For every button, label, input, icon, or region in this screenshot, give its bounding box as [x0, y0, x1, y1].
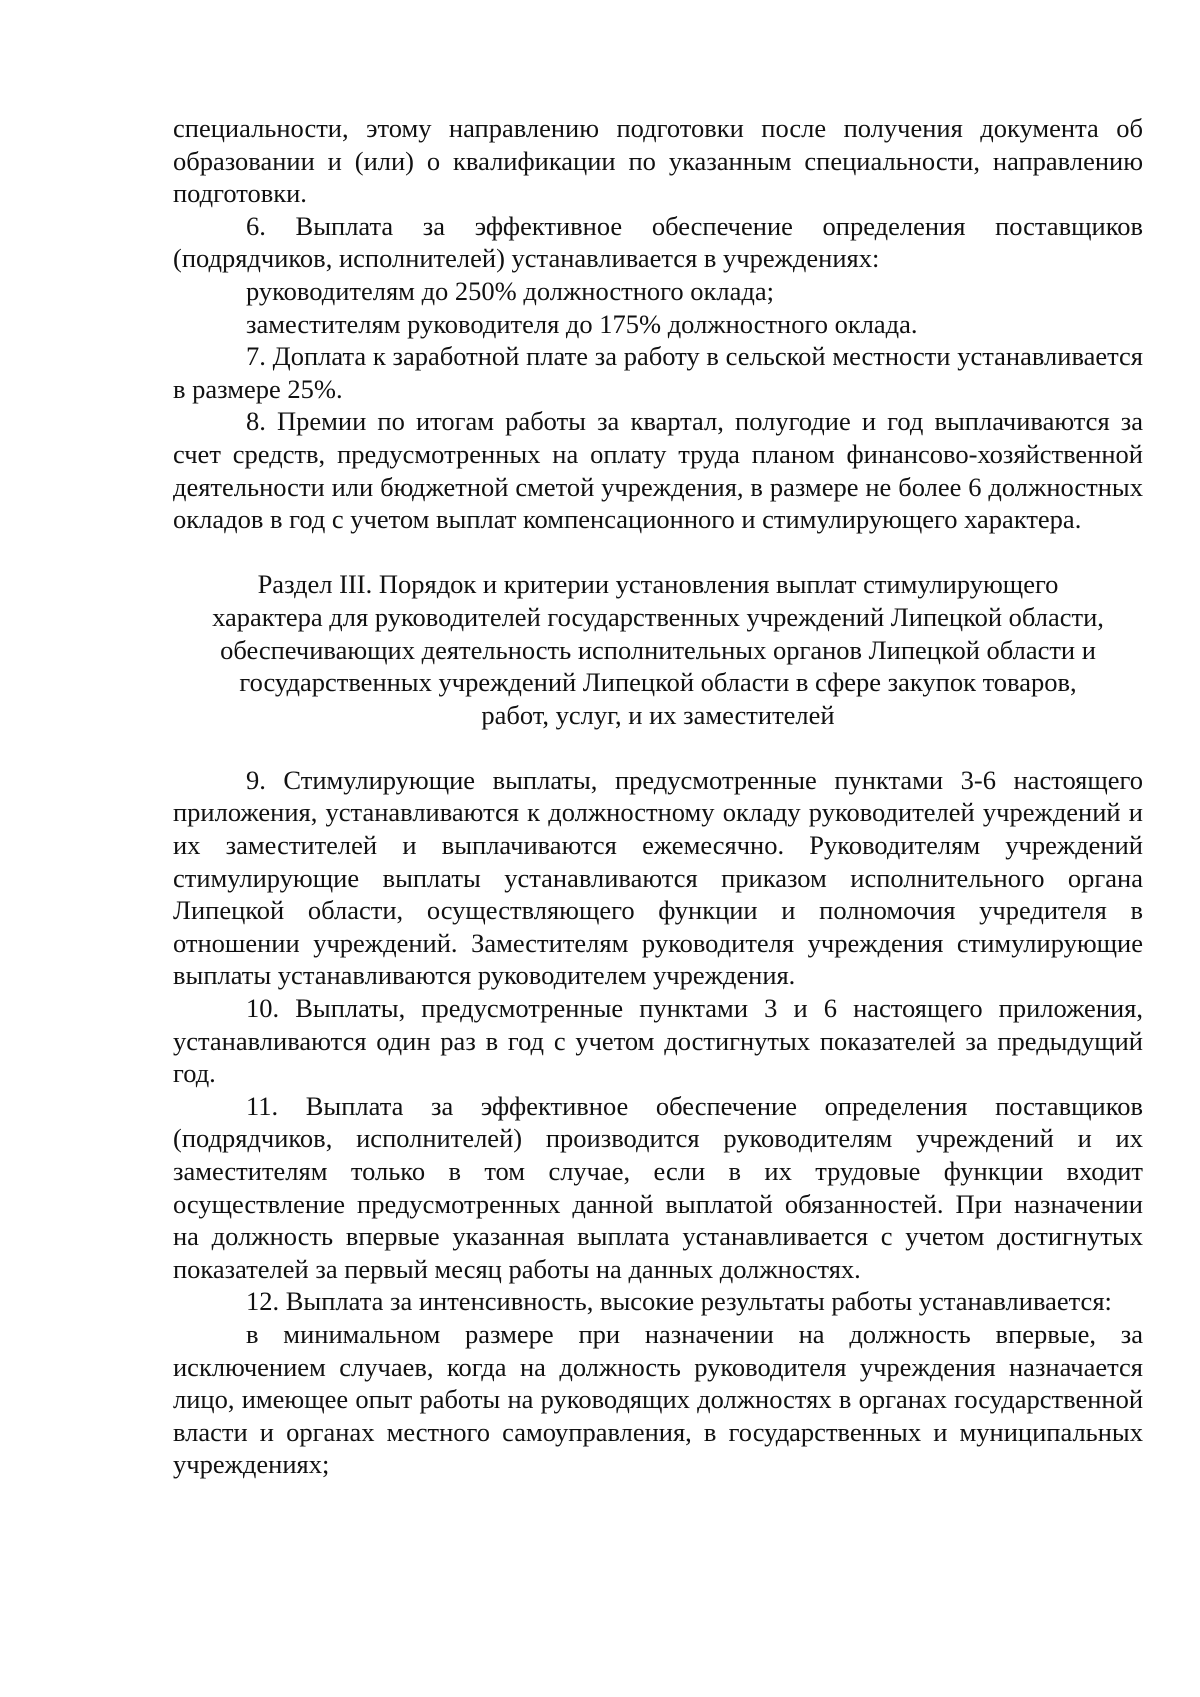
section-heading	[173, 568, 1143, 731]
paragraph-12: 12. Выплата за интенсивность, высокие результаты работы устанавливается:	[246, 1286, 1112, 1317]
paragraph-10: 10. Выплаты, предусмотренные пунктами 3 и 6 настоящего приложения, устанавливаются один раз в год с учетом достигнутых показателей за предыдущий год.	[173, 993, 1143, 1089]
paragraph-8: 8. Премии по итогам работы за квартал, полугодие и год выплачиваются за счет средств, предусмотренных на оплату труда планом финансово-хозяйственной деятельности или бюджетной сметой учреждения, в размере не более 6 должностных окладов в год с учетом выплат компенсационного и стимулирующего характера.	[173, 406, 1143, 535]
section-heading-line: государственных учреждений Липецкой области в сфере закупок товаров,	[239, 667, 1077, 698]
paragraph-6-item-heads: руководителям до 250% должностного оклада;	[246, 275, 774, 306]
paragraph-6: 6. Выплата за эффективное обеспечение определения поставщиков (подрядчиков, исполнителей) устанавливается в учреждениях:	[173, 210, 1143, 274]
paragraph-11: 11. Выплата за эффективное обеспечение определения поставщиков (подрядчиков, исполнителей) производится руководителям учреждений и их заместителям только в том случае, если в их трудовые функции входит осуществление предусмотренных данной выплатой обязанностей. При назначении на должность впервые указанная выплата устанавливается с учетом достигнутых показателей за первый месяц работы на данных должностях.	[173, 1090, 1143, 1284]
section-heading-line: обеспечивающих деятельность исполнительных органов Липецкой области и	[220, 634, 1096, 665]
section-heading-line: Раздел III. Порядок и критерии установления выплат стимулирующего	[257, 569, 1059, 600]
paragraph-9: 9. Стимулирующие выплаты, предусмотренные пунктами 3-6 настоящего приложения, устанавливаются к должностному окладу руководителей учреждений и их заместителей и выплачиваются ежемесячно. Руководителям учреждений стимулирующие выплаты устанавливаются приказом исполнительного органа Липецкой области, осуществляющего функции и полномочия учредителя в отношении учреждений. Заместителям руководителя учреждения стимулирующие выплаты устанавливаются руководителем учреждения.	[173, 764, 1143, 991]
section-heading-line: работ, услуг, и их заместителей	[481, 699, 835, 730]
paragraph-7: 7. Доплата к заработной плате за работу в сельской местности устанавливается в размере 25%.	[173, 341, 1143, 404]
section-heading-line: характера для руководителей государственных учреждений Липецкой области,	[212, 601, 1104, 632]
document-body	[173, 112, 1143, 1481]
paragraph-continuation: специальности, этому направлению подготовки после получения документа об образовании и (или) о квалификации по указанным специальности, направлению подготовки.	[173, 113, 1143, 209]
spacer	[173, 536, 1143, 569]
paragraph-12-item-minimum: в минимальном размере при назначении на должность впервые, за исключением случаев, когда на должность руководителя учреждения назначается лицо, имеющее опыт работы на руководящих должностях в органах государственной власти и органах местного самоуправления, в государственных и муниципальных учреждениях;	[173, 1318, 1143, 1480]
spacer	[173, 731, 1143, 764]
paragraph-6-item-deputies: заместителям руководителя до 175% должностного оклада.	[246, 308, 918, 339]
